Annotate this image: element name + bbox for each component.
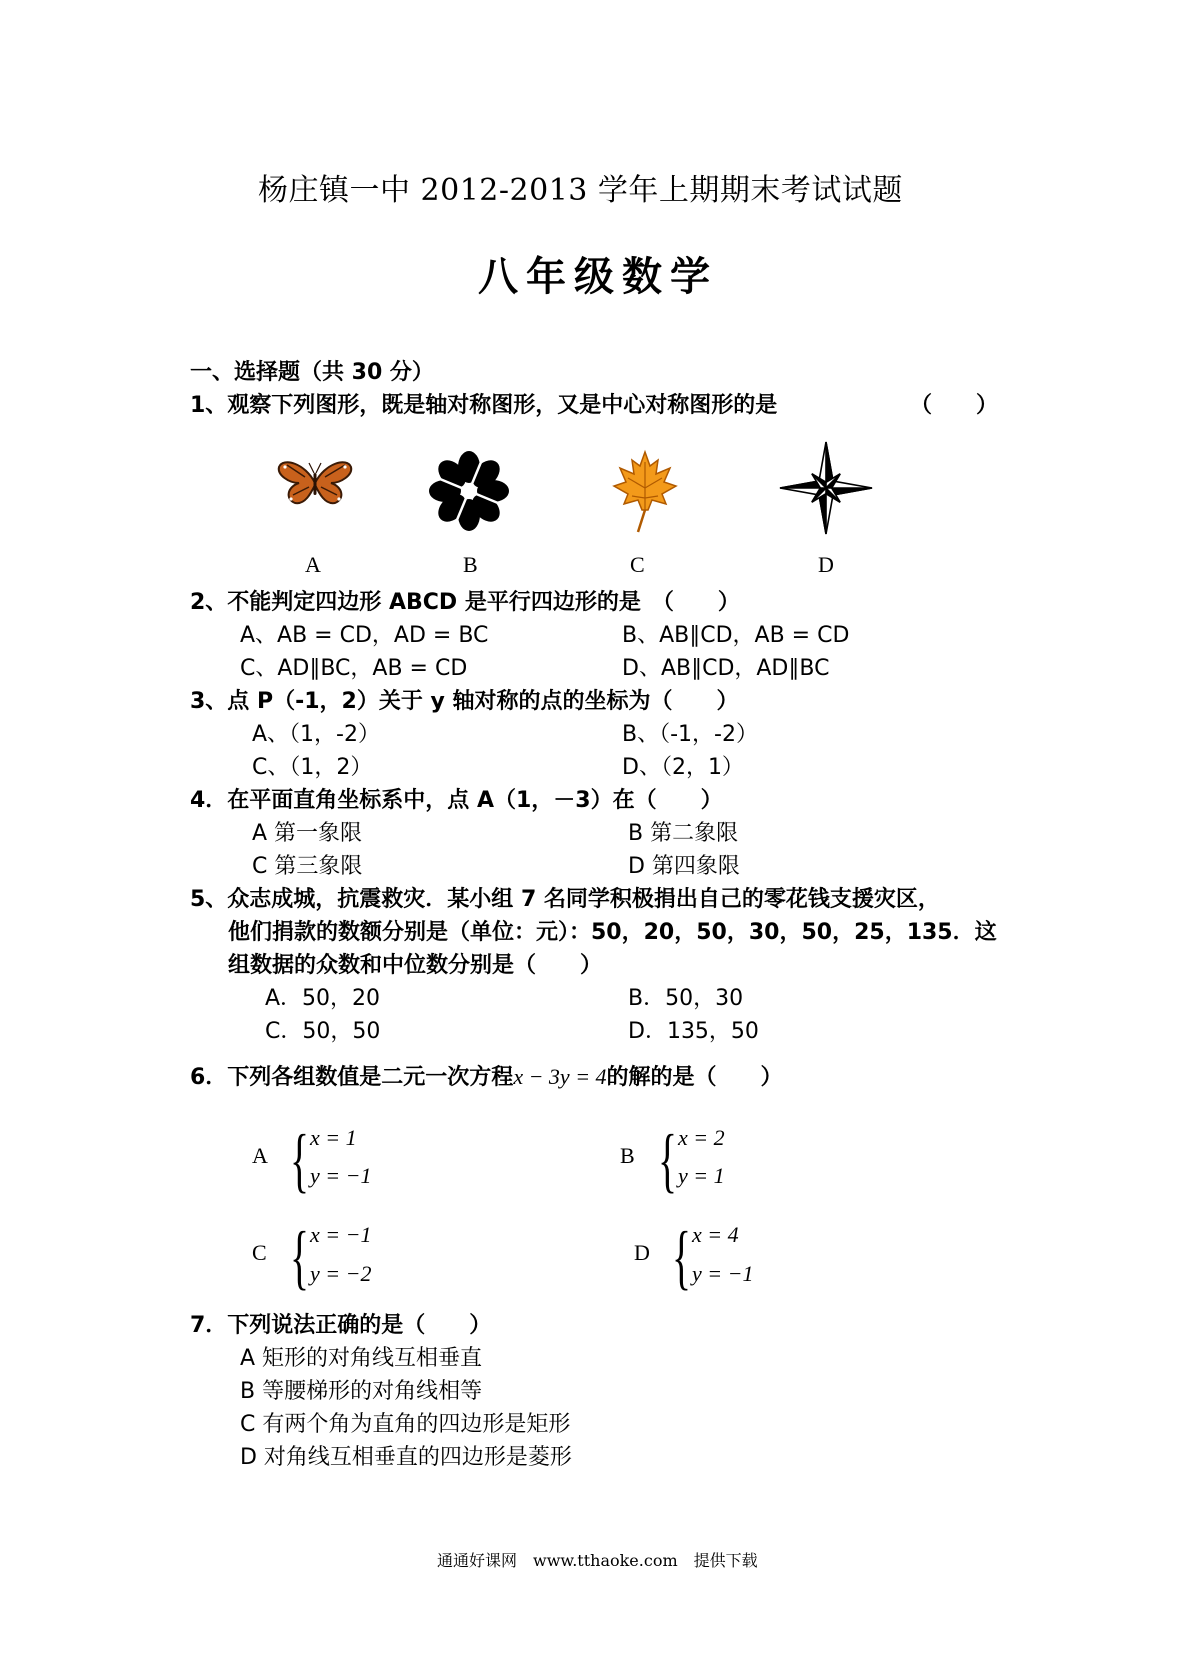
question-7-option-d: D 对角线互相垂直的四边形是菱形	[240, 1445, 572, 1470]
footer-source: 通通好课网 www.tthaoke.com 提供下载	[437, 1551, 758, 1570]
question-5-line-1: 5、众志成城，抗震救灾．某小组 7 名同学积极捐出自己的零花钱支援灾区，	[190, 887, 940, 912]
question-1-stem: 1、观察下列图形，既是轴对称图形，又是中心对称图形的是	[190, 393, 778, 418]
option-d-equation-2: y = −1	[692, 1261, 754, 1286]
question-6-option-d-label: D	[634, 1240, 650, 1265]
question-5-option-b: B．50，30	[628, 986, 744, 1011]
question-6-option-b-label: B	[620, 1143, 635, 1168]
option-a-equation-1: x = 1	[310, 1125, 357, 1150]
figure-label-b: B	[463, 552, 478, 577]
option-b-brace: {	[658, 1120, 678, 1200]
question-3-stem: 3、点 P（-1，2）关于 y 轴对称的点的坐标为（ ）	[190, 689, 739, 714]
section-heading: 一、选择题（共 30 分）	[190, 360, 434, 385]
exam-title: 杨庄镇一中 2012-2013 学年上期期末考试试题	[258, 173, 903, 208]
compass-star-icon	[778, 440, 874, 536]
question-5-option-d: D．135，50	[628, 1019, 759, 1044]
exam-subject: 八年级数学	[478, 253, 718, 300]
question-5-option-c: C．50，50	[265, 1019, 381, 1044]
question-3-option-a: A、（1，-2）	[252, 722, 380, 747]
question-6-option-a-label: A	[252, 1143, 268, 1168]
question-4-option-a: A 第一象限	[252, 821, 363, 846]
question-6-stem-end: 的解的是（ ）	[606, 1065, 783, 1090]
question-5-line-2: 他们捐款的数额分别是（单位：元）：50，20，50，30，50，25，135．这	[228, 920, 997, 945]
figure-label-c: C	[630, 552, 645, 577]
question-6-option-c-label: C	[252, 1240, 267, 1265]
question-6-stem-start: 6．下列各组数值是二元一次方程	[190, 1065, 514, 1090]
question-2-option-a: A、AB = CD，AD = BC	[240, 623, 489, 648]
question-7-option-c: C 有两个角为直角的四边形是矩形	[240, 1412, 571, 1437]
option-c-equation-2: y = −2	[310, 1261, 372, 1286]
question-7-option-a: A 矩形的对角线互相垂直	[240, 1346, 483, 1371]
option-a-equation-2: y = −1	[310, 1163, 372, 1188]
question-5-option-a: A．50，20	[265, 986, 381, 1011]
option-c-equation-1: x = −1	[310, 1222, 372, 1247]
option-d-brace: {	[672, 1217, 692, 1297]
question-3-option-b: B、（-1，-2）	[622, 722, 758, 747]
question-4-stem: 4．在平面直角坐标系中，点 A（1，－3）在（ ）	[190, 788, 723, 813]
flower-icon	[428, 450, 510, 532]
question-6-stem	[190, 1060, 783, 1091]
question-3-option-d: D、（2，1）	[622, 755, 744, 780]
butterfly-icon	[275, 455, 355, 511]
option-c-brace: {	[290, 1217, 310, 1297]
question-2-option-c: C、AD∥BC，AB = CD	[240, 656, 468, 681]
question-7-stem: 7．下列说法正确的是（ ）	[190, 1313, 492, 1338]
question-3-option-c: C、（1，2）	[252, 755, 373, 780]
question-4-option-b: B 第二象限	[628, 821, 739, 846]
option-a-brace: {	[290, 1120, 310, 1200]
figure-label-a: A	[305, 552, 321, 577]
question-4-option-c: C 第三象限	[252, 854, 363, 879]
option-b-equation-1: x = 2	[678, 1125, 725, 1150]
question-7-option-b: B 等腰梯形的对角线相等	[240, 1379, 483, 1404]
question-5-line-3: 组数据的众数和中位数分别是（ ）	[228, 953, 603, 978]
question-2-option-d: D、AB∥CD，AD∥BC	[622, 656, 830, 681]
question-6-equation: x − 3y = 4	[513, 1064, 607, 1089]
question-2-option-b: B、AB∥CD，AB = CD	[622, 623, 850, 648]
option-d-equation-1: x = 4	[692, 1222, 739, 1247]
question-2-stem: 2、不能判定四边形 ABCD 是平行四边形的是 （ ）	[190, 590, 740, 615]
question-1-answer-paren: （ ）	[910, 393, 999, 418]
figure-label-d: D	[818, 552, 834, 577]
question-4-option-d: D 第四象限	[628, 854, 740, 879]
option-b-equation-2: y = 1	[678, 1163, 725, 1188]
maple-leaf-icon	[610, 448, 680, 534]
